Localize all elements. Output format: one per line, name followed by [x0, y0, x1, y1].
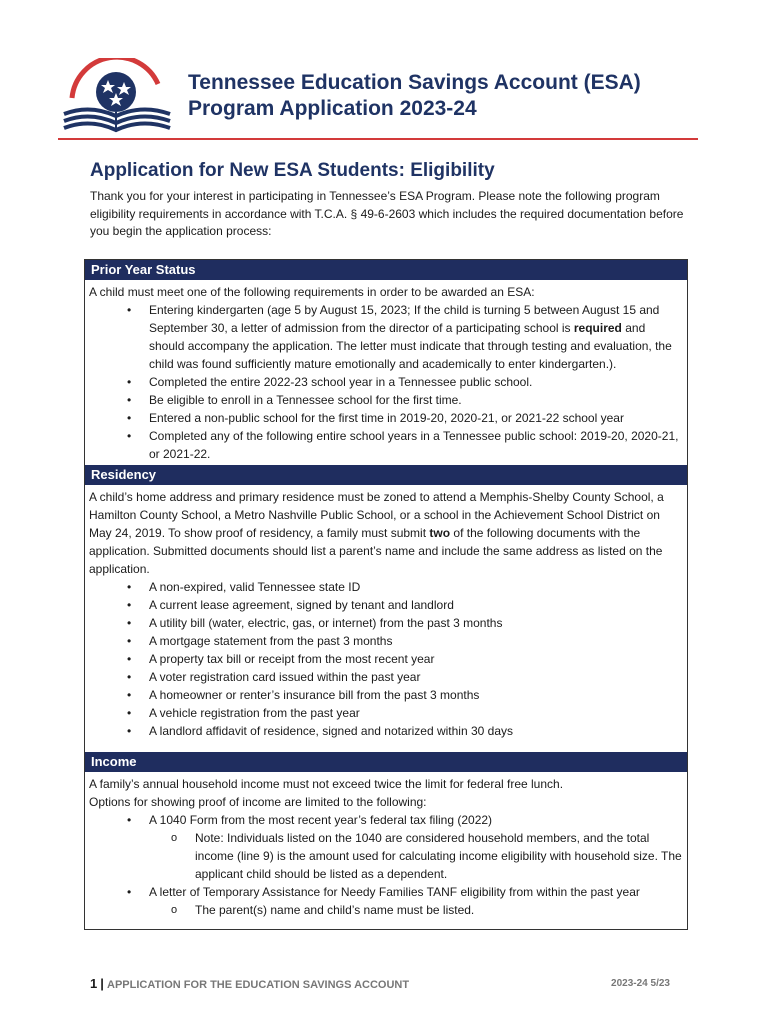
page-footer: [90, 976, 670, 991]
list-item: • A mortgage statement from the past 3 months: [149, 632, 683, 650]
prior-year-lead: A child must meet one of the following requirements in order to be awarded an ESA:: [89, 285, 535, 299]
list-item: • A voter registration card issued within the past year: [149, 668, 683, 686]
list-item: • A vehicle registration from the past year: [149, 704, 683, 722]
income-lead-1: A family’s annual household income must not exceed twice the limit for federal free lunch.: [89, 777, 564, 791]
intro-paragraph: Thank you for your interest in participating in Tennessee’s ESA Program. Please note the following program eligibility requirements in accordance with T.C.A. § 49-6-2603 which includes the required documentation before you begin the application process:: [90, 189, 684, 238]
section-body-income: [85, 772, 687, 929]
list-item: • A 1040 Form from the most recent year’s federal tax filing (2022) o Note: Individuals listed on the 1040 are considered household members, and the total income (line 9) is the amount used for calculating income eligibility with household size. The applicant child should be listed as a dependent.: [149, 811, 683, 883]
section-header-residency: Residency: [85, 465, 687, 485]
residency-lead: A child’s home address and primary residence must be zoned to attend a Memphis-Shelby County School, a Hamilton County School, a Metro Nashville Public School, or a school in the Achievement School District on May 24, 2019. To show proof of residency, a family must submit two of the following documents with the application. Submitted documents should list a parent’s name and include the same address as listed on the application.: [89, 490, 664, 576]
list-item: • A landlord affidavit of residence, signed and notarized within 30 days: [149, 722, 683, 740]
list-item: • Be eligible to enroll in a Tennessee school for the first time.: [149, 391, 683, 409]
list-item: • A homeowner or renter’s insurance bill from the past 3 months: [149, 686, 683, 704]
header: [58, 50, 698, 140]
document-title: Tennessee Education Savings Account (ESA) Program Application 2023-24: [188, 71, 641, 120]
income-sublist: [149, 901, 683, 919]
eligibility-table: [84, 259, 688, 930]
list-item: • A utility bill (water, electric, gas, or internet) from the past 3 months: [149, 614, 683, 632]
footer-label: APPLICATION FOR THE EDUCATION SAVINGS ACCOUNT: [107, 979, 410, 991]
list-item: • A property tax bill or receipt from the most recent year: [149, 650, 683, 668]
list-item: • Completed any of the following entire school years in a Tennessee public school: 2019-20, 2020-21, or 2021-22.: [149, 427, 683, 463]
list-item: • Entering kindergarten (age 5 by August 15, 2023; If the child is turning 5 between August 15 and September 30, a letter of admission from the director of a participating school is required and should accompany the application. The letter must indicate that through testing and evaluation, the child was found sufficiently mature emotionally and academically to enter kindergarten.).: [149, 301, 683, 373]
residency-list: [89, 578, 683, 740]
header-divider: [58, 138, 698, 140]
section-header-income: Income: [85, 752, 687, 772]
list-item: • Completed the entire 2022-23 school year in a Tennessee public school.: [149, 373, 683, 391]
section-body-prior-year: [85, 280, 687, 465]
sub-list-item: o The parent(s) name and child’s name must be listed.: [195, 901, 683, 919]
income-lead-2: Options for showing proof of income are limited to the following:: [89, 795, 427, 809]
tennessee-esa-logo: [58, 58, 176, 138]
sub-list-item: o Note: Individuals listed on the 1040 are considered household members, and the total income (line 9) is the amount used for calculating income eligibility with household size. The applicant child should be listed as a dependent.: [195, 829, 683, 883]
page-number: 1: [90, 976, 98, 991]
list-item: • A letter of Temporary Assistance for Needy Families TANF eligibility from within the past year o The parent(s) name and child’s name must be listed.: [149, 883, 683, 919]
page-heading: Application for New ESA Students: Eligibility: [90, 160, 495, 181]
footer-separator: |: [100, 976, 104, 991]
list-item: • A non-expired, valid Tennessee state ID: [149, 578, 683, 596]
prior-year-list: [89, 301, 683, 463]
section-body-residency: [85, 485, 687, 752]
list-item: • A current lease agreement, signed by tenant and landlord: [149, 596, 683, 614]
income-list: [89, 811, 683, 919]
section-header-prior-year: Prior Year Status: [85, 260, 687, 280]
income-sublist: [149, 829, 683, 883]
footer-date: 2023-24 5/23: [611, 978, 670, 989]
list-item: • Entered a non-public school for the first time in 2019-20, 2020-21, or 2021-22 school year: [149, 409, 683, 427]
